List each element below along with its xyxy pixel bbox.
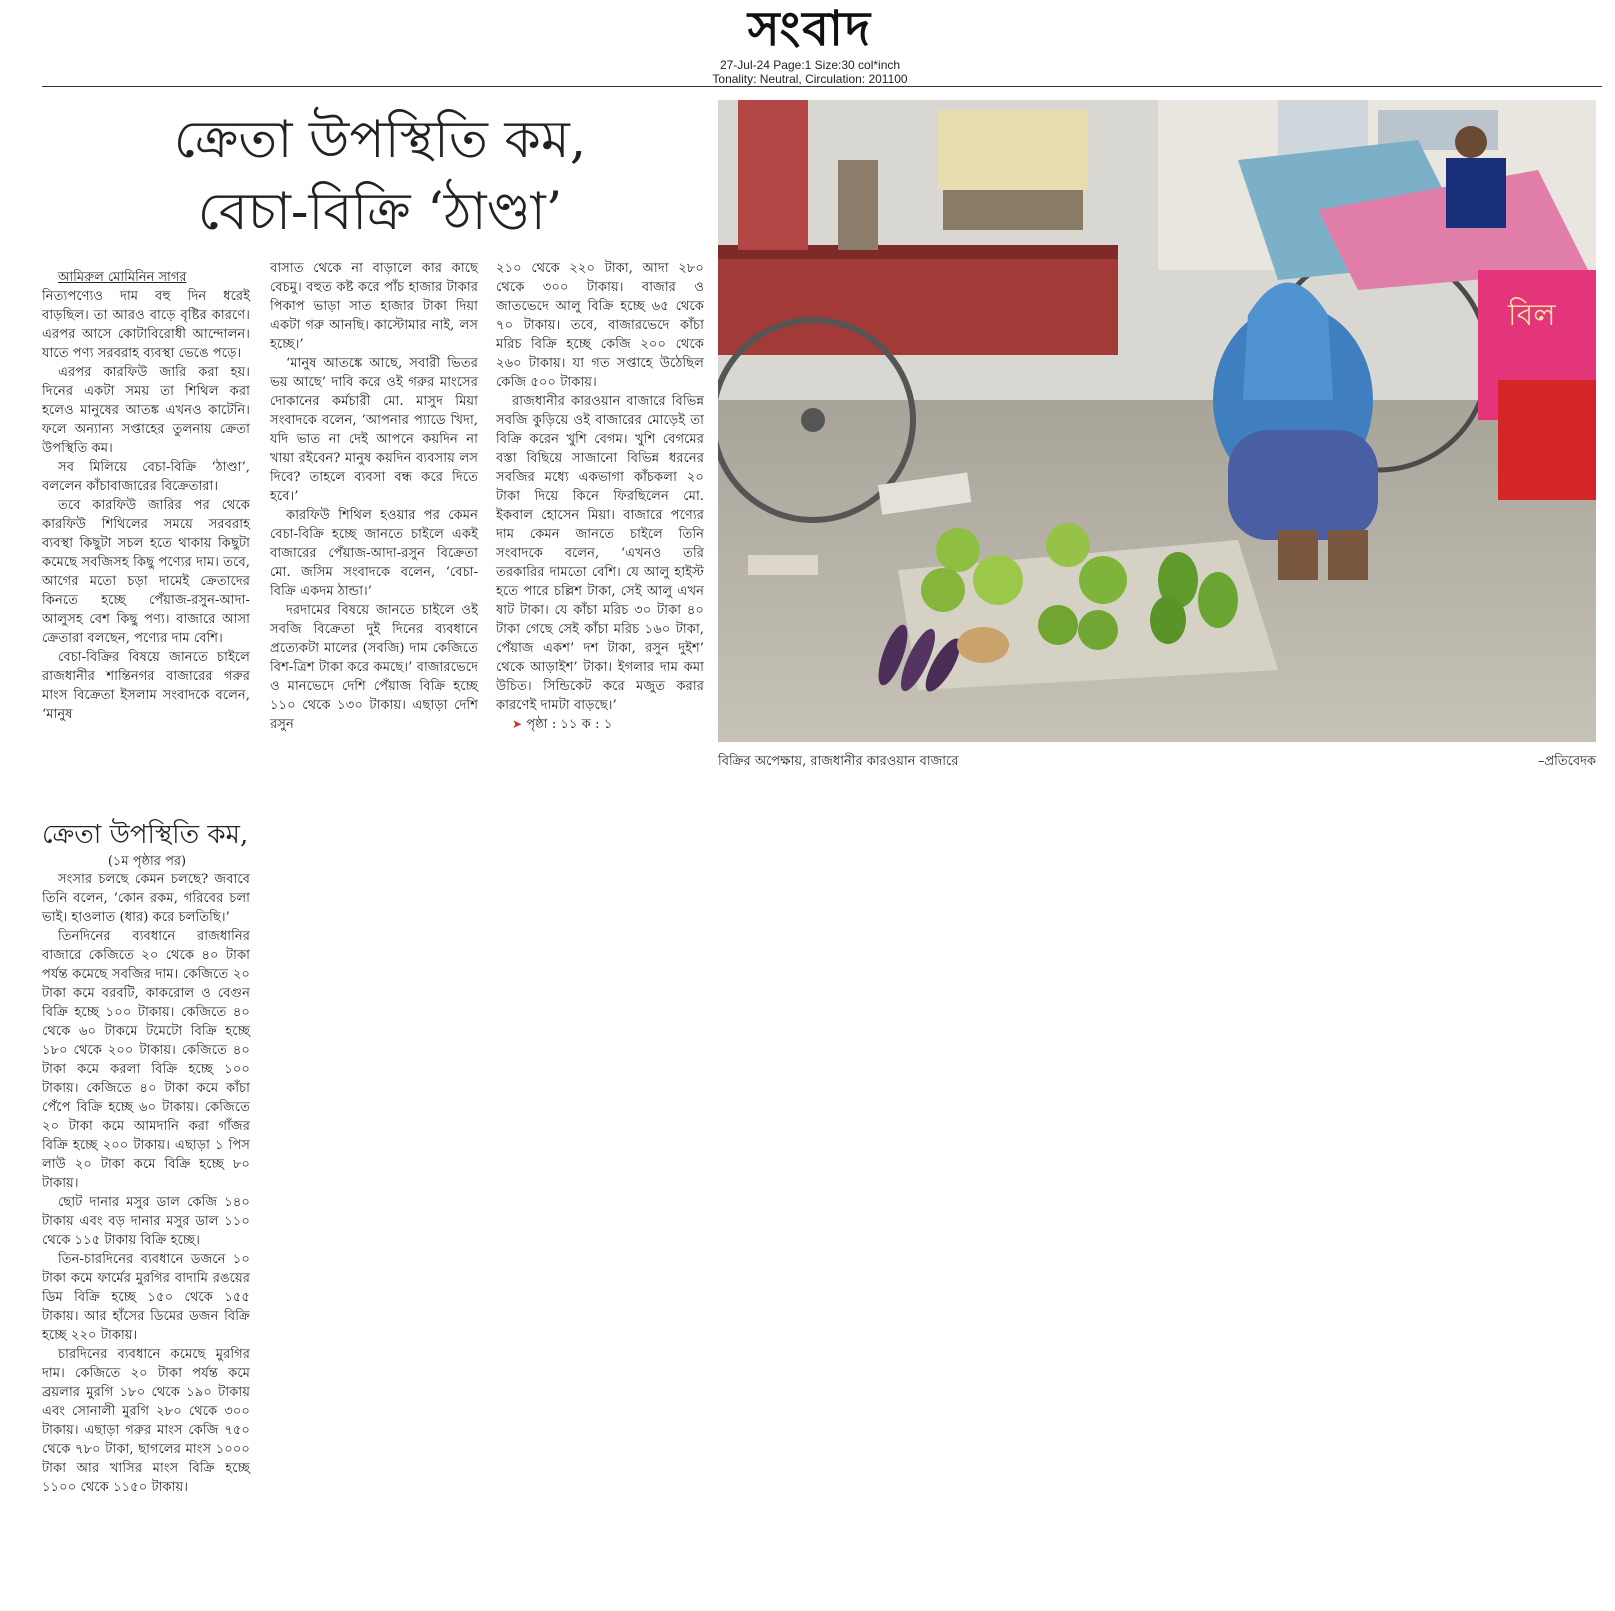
masthead [640,0,980,86]
paragraph: কারফিউ শিথিল হওয়ার পর কেমন বেচা-বিক্রি হচ্ছে জানতে চাইলে একই বাজারের পেঁয়াজ-আদা-রসুন বিক্রেতা মো. জসিম সংবাদকে বলেন, ‘বেচা-বিক্রি একদম ঠান্ডা।’ [270,508,478,599]
paragraph: তবে কারফিউ জারির পর থেকে কারফিউ শিথিলের সময়ে সরবরাহ ব্যবস্থা কিছুটা সচল হতে থাকায় কিছুটা কমেছে সবজিসহ কিছু পণ্যের দাম। তবে, আগের মতো চড়া দামেই ক্রেতাদের কিনতে হচ্ছে পেঁয়াজ-রসুন-আদা-আলুসহ বেশ কিছু পণ্য। বাজারে আসা ক্রেতারা বলছেন, পণ্যের দাম বেশি। [42,498,250,646]
paragraph: তিন-চারদিনের ব্যবধানে ডজনে ১০ টাকা কমে ফার্মের মুরগির বাদামি রঙয়ের ডিম বিক্রি হচ্ছে ১৫০ থেকে ১৫৫ টাকায়। আর হাঁসের ডিমের ডজন বিক্রি হচ্ছে ২২০ টাকায়। [42,1252,250,1343]
paragraph: তিনদিনের ব্যবধানে রাজধানির বাজারে কেজিতে ২০ থেকে ৪০ টাকা পর্যন্ত কমেছে সবজির দাম। কেজিতে ২০ টাকা কমে বরবটি, কাকরোল ও বেগুন বিক্রি হচ্ছে ১০০ টাকায়। কেজিতে ৪০ থেকে ৬০ টাকমে টমেটো বিক্রি হচ্ছে ১৮০ থেকে ২০০ টাকায়। কেজিতে ৪০ টাকা কমে করলা বিক্রি হচ্ছে ১০০ টাকায়। কেজিতে ৪০ টাকা কমে কাঁচা পেঁপে বিক্রি হচ্ছে ৬০ টাকায়। কেজিতে ২০ টাকা কমে আমদানি করা গাঁজর বিক্রি হচ্ছে ২০০ টাকায়। এছাড়া ১ পিস লাউ ২০ টাকা কমে বিক্রি হচ্ছে ৮০ টাকায়। [42,929,250,1191]
paragraph: বাসাত থেকে না বাড়ালে কার কাছে বেচমু। বহুত কষ্ট করে পাঁচ হাজার টাকার পিকাপ ভাড়া সাত হাজার টাকা দিয়া একটা গরু আনছি। কাস্টোমার নাই, লস হচ্ছে।’ [270,261,478,352]
paragraph: ‘মানুষ আতঙ্কে আছে, সবারী ভিতর ভয় আছে’ দাবি করে ওই গরুর মাংসের দোকানের কর্মচারী মো. মাসুদ মিয়া সংবাদকে বলেন, ‘আপনার প্যাডে খিদা, যদি ভাত না দেই আপনে কয়দিন না খায়া রইবেন? মানুষ কয়দিন ব্যবসায় লস দিবে? তাহলে ব্যবসা বন্ধ করে দিতে হবে।’ [270,356,478,504]
newspaper-logo: সংবাদ [747,1,873,57]
article-column-2 [270,259,478,734]
continuation-column [42,870,250,1497]
stall-sign-text: বিল [1508,298,1556,333]
clipping-meta-line2: Tonality: Neutral, Circulation: 201100 [712,72,908,86]
paragraph: ২১০ থেকে ২২০ টাকা, আদা ২৮০ থেকে ৩০০ টাকায়। বাজার ও জাতভেদে আলু বিক্রি হচ্ছে ৬৫ থেকে ৭০ টাকায়। তবে, বাজারভেদে কাঁচা মরিচ বিক্রি হচ্ছে কেজি ২০০ থেকে ২৬০ টাকায়। যা গত সপ্তাহে উঠেছিল কেজি ৫০০ টাকায়। [496,261,704,390]
paragraph: চারদিনের ব্যবধানে কমেছে মুরগির দাম। কেজিতে ২০ টাকা পর্যন্ত কমে ব্রয়লার মুরগি ১৮০ থেকে ১৯০ টাকায় এবং সোনালী মুরগি ২৮০ থেকে ৩০০ টাকায়। এছাড়া গরুর মাংস কেজি ৭৫০ থেকে ৭৮০ টাকা, ছাগলের মাংস ১০০০ টাকা আর খাসির মাংস বিক্রি হচ্ছে ১১০০ থেকে ১১৫০ টাকায়। [42,1347,250,1495]
article-column-1 [42,268,250,724]
paragraph: সংসার চলছে কেমন চলছে? জবাবে তিনি বলেন, ‘কোন রকম, গরিবের চলা ভাই। হাওলাত (ধার) করে চলতিছি।’ [42,872,250,925]
article-column-3 [496,259,704,734]
paragraph: ছোট দানার মসুর ডাল কেজি ১৪০ টাকায় এবং বড় দানার মসুর ডাল ১১০ থেকে ১১৫ টাকায় বিক্রি হচ্ছে। [42,1195,250,1248]
headline-line1: ক্রেতা উপস্থিতি কম, [173,110,587,170]
page-reference-text: পৃষ্ঠা : ১১ ক : ১ [526,717,613,732]
paragraph: রাজধানীর কারওয়ান বাজারে বিভিন্ন সবজি কুড়িয়ে ওই বাজারের মোড়েই তা বিক্রি করেন খুশি বেগম। খুশি বেগমের বস্তা বিছিয়ে সাজানো বিভিন্ন ধরনের সবজির মধ্যে একভাগা কাঁচকলা ২০ টাকা দিয়ে কিনে ফিরছিলেন মো. ইকবাল হোসেন মিয়া। বাজারে পণ্যের দাম কেমন জানতে চাইলে তিনি সংবাদকে বলেন, ‘এখনও তরি তরকারির দামতো বেশি। যে আলু হাইস্ট হতে পারে চল্লিশ টাকা, সেই আলু এখন ষাট টাকা। যে কাঁচা মরিচ ৩০ টাকা ৪০ টাকা গেছে সেই কাঁচা মরিচ ১৬০ টাকা, পেঁয়াজ একশ’ দশ টাকা, রসুন দুইশ’ থেকে আড়াইশ’ টাকা। ইগলার দাম কমা উচিত। সিন্ডিকেট করে মজুত করার কারণেই দামটা বাড়ছে।’ [496,394,704,713]
paragraph: দরদামের বিষয়ে জানতে চাইলে ওই সবজি বিক্রেতা দুই দিনের ব্যবধানে প্রত্যেকটা মালের (সবজি) দাম কেজিতে বিশ-ত্রিশ টাকা করে কমছে।’ বাজারভেদে ও মানভেদে দেশি পেঁয়াজ বিক্রি হচ্ছে ১১০ থেকে ১৩০ টাকায়। এছাড়া দেশি রসুন [270,603,478,732]
header-rule [42,86,1602,87]
page-reference [496,715,704,734]
continuation-subhead: (১ম পৃষ্ঠার পর) [107,854,187,869]
continuation-headline: ক্রেতা উপস্থিতি কম, [42,820,249,850]
market-photo [718,100,1596,742]
vendor-photo-illustration [718,100,1596,742]
arrow-icon: ➤ [512,717,523,731]
paragraph: নিত্যপণ্যেও দাম বহু দিন ধরেই বাড়ছিল। তা আরও বাড়ে বৃষ্টির কারণে। এরপর আসে কোটাবিরোধী আন্দোলন। যাতে পণ্য সরবরাহ ব্যবস্থা ভেঙে পড়ে। [42,289,250,361]
paragraph: এরপর কারফিউ জারি করা হয়। দিনের একটা সময় তা শিথিল করা হলেও মানুষের আতঙ্ক এখনও কাটেনি। ফলে অন্যান্য সপ্তাহের তুলনায় ক্রেতা উপস্থিতি কম। [42,365,250,456]
clipping-meta-line1: 27-Jul-24 Page:1 Size:30 col*inch [719,58,901,72]
caption-text: বিক্রির অপেক্ষায়, রাজধানীর কারওয়ান বাজারে [718,754,959,769]
paragraph: বেচা-বিক্রির বিষয়ে জানতে চাইলে রাজধানীর শান্তিনগর বাজারের গরুর মাংস বিক্রেতা ইসলাম সংবাদকে বলেন, ‘মানুষ [42,650,250,722]
headline-line2: বেচা-বিক্রি ‘ঠাণ্ডা’ [197,182,563,242]
article-headline [120,104,640,248]
paragraph: সব মিলিয়ে বেচা-বিক্রি ‘ঠাণ্ডা’, বললেন কাঁচাবাজারের বিক্রেতারা। [42,460,250,494]
photo-credit: –প্রতিবেদক [1537,754,1596,769]
byline: আমিরুল মোমিনিন সাগর [58,270,187,285]
photo-caption [718,752,1596,773]
